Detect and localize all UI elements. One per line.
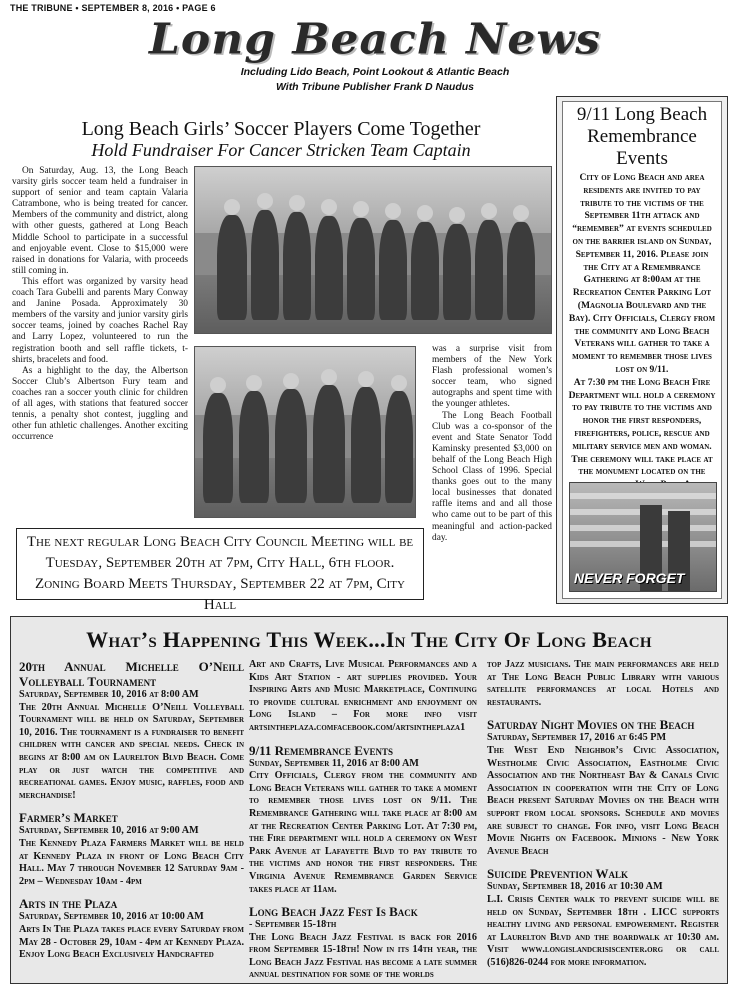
event-title: 20th Annual Michelle O’Neill Volleyball Tournament <box>19 659 244 689</box>
lead-column-2 <box>432 344 552 604</box>
masthead-subtitle-2: With Tribune Publisher Frank D Naudus <box>275 81 475 93</box>
lead-subhead: Hold Fundraiser For Cancer Stricken Team Captain <box>91 140 471 160</box>
event-date: Sunday, September 11, 2016 at 8:00 AM <box>249 757 419 769</box>
event-title: Farmer’s Market <box>19 810 118 826</box>
never-forget-text: NEVER FORGET <box>574 570 685 586</box>
council-meeting-line: The next regular Long Beach City Council Meeting will be Tuesday, September 20th at 7pm, City Hall, 6th floor. <box>26 534 414 571</box>
lead-paragraph: was a surprise visit from members of the New York Flash professional women’s soccer team, who signed autographs and spent time with the younger athletes. <box>432 344 552 410</box>
lead-column-1 <box>12 166 188 522</box>
council-meeting-notice <box>16 528 424 613</box>
events-column-1 <box>19 659 244 962</box>
event-body: Art and Crafts, Live Musical Performances and a Kids Art Station - art supplies provided. Your Inspiring Arts and Music Marketplace, Continuing to provide cultural enrichment and enjoyment on Long Island – For more info visit artsintheplaza.comfacebook.com/artsintheplaza1 <box>249 659 477 733</box>
whats-happening-title: What’s Happening This Week...In The City Of Long Beach <box>86 627 652 652</box>
lead-headline: Long Beach Girls’ Soccer Players Come Together <box>81 118 481 140</box>
event-date: Saturday, September 10, 2016 at 10:00 AM <box>19 911 204 923</box>
lead-paragraph: As a highlight to the day, the Albertson Soccer Club’s Albertson Fury team and coaches ran a soccer youth clinic for children of all ages, with stations that featured soccer tennis, a penalty shot contest, juggling and other fun athletic challenges. Another exciting occurrence <box>12 365 188 443</box>
event-body: L.I. Crisis Center walk to prevent suicide will be held on Sunday, September 18th . LICC supports healthy living and personal empowerment. Register at Laurelton Blvd and the boardwalk at 10:30 am. Visit www.longislandcrisiscenter.org or call (516)826-0244 for more information. <box>487 893 719 968</box>
event-body: The West End Neighbor’s Civic Association, Westholme Civic Association, Eastholme Civic Association and the Northeast Bay & Canals Civic Association in cooperation with the City of Long Beach present Saturday Movies on the Beach with support from local sponsors. Schedule and movies are subject to change. For info, visit Long Beach Movie Nights on Facebook. Minions - New York Avenue Beach <box>487 744 719 857</box>
sidebar-paragraph: At 7:30 pm the Long Beach Fire Department will hold a ceremony to pay tribute to the victims and honor the first responders, firefighters, police, rescue and military service men and woman. The ceremony will take place at the monument located on the <box>568 376 716 478</box>
events-column-2 <box>249 659 477 982</box>
lead-paragraph: The Long Beach Football Club was a co-sponsor of the event and State Senator Todd Kaminsky presented $3,000 on behalf of the Long Beach High School Class of 1996. Special thanks goes out to the many local businesses that donated raffle items and and all those who came out to be part of this meaningful and action-packed day. <box>432 410 552 543</box>
event-body: Arts In The Plaza takes place every Saturday from May 28 - October 29, 10am - 4pm at Kennedy Plaza. Enjoy Long Beach Exclusively Handcrafted <box>19 923 244 961</box>
event-body: City Officials, Clergy from the community and Long Beach Veterans will gather to take a moment to remember those lives lost on 9/11. The Remembrance Gathering will take place at 8:00 am at the Recreation Center Parking Lot. At 7:30 pm, the Fire department will hold a ceremony on West Park Avenue at Lafayette Blvd to pay tribute to the victims and honor the first responders. The Virginia Avenue Remembrance Garden Service takes place at 11am. <box>249 770 477 895</box>
check-presentation-photo <box>194 346 416 518</box>
masthead <box>140 16 610 94</box>
event-date: Sunday, September 18, 2016 at 10:30 AM <box>487 881 663 893</box>
event-body: The Long Beach Jazz Festival is back for 2016 from September 15-18th! Now in its 14th year, the Long Beach Jazz Festival has become a late summer annual destination for some of the worlds <box>249 931 477 981</box>
event-title: Long Beach Jazz Fest Is Back <box>249 904 418 920</box>
event-body: The 20th Annual Michelle O’Neill Volleyball Tournament will be held on Saturday, September 10, 2016. The tournament is a fundraiser to benefit children with cancer and special needs. Check in begins at 8:00 am on Laurelton Blvd Beach. Come play or just watch the competitive and recreational games. Enjoy music, raffles, food and merchandise! <box>19 701 244 801</box>
never-forget-image <box>569 482 717 592</box>
events-column-3 <box>487 659 719 969</box>
sidebar-title: 9/11 Long Beach Remembrance Events <box>576 104 708 169</box>
lead-paragraph: This effort was organized by varsity head coach Tara Gubelli and parents Mary Conway and Janine Posada. Approximately 30 members of the varsity and junior varsity girls soccer teams, joined by coaches Rachel Ray and Larry Lopez, volunteered to run the registration booth and sell raffle tickets, t-shirts, bracelets and food. <box>12 276 188 365</box>
sidebar-paragraph: City of Long Beach and area residents are invited to pay tribute to the victims of the September 11th attack and “remember” at events scheduled on the barrier island on Sunday, September 11, 2016. Please join the City at a Remembrance Gathering at 8:00am at the Recreation Center Parking Lot (Magnolia Boulevard and the Bay). City Officials, Clergy from the community and Long Beach Veterans will gather to take a moment to remember those lives lost on 9/11. <box>568 172 716 375</box>
event-body: The Kennedy Plaza Farmers Market will be held at Kennedy Plaza in front of Long Beach City Hall. May 7 through November 12 Saturday 9am - 2pm – Wednesday 10am - 4pm <box>19 837 244 887</box>
event-body: top Jazz musicians. The main performances are held at The Long Beach Public Library with various satellite performances at local Hotels and restaurants. <box>487 659 719 708</box>
masthead-title: Long Beach News <box>148 15 601 64</box>
lead-headline-block <box>10 118 552 160</box>
event-title: Suicide Prevention Walk <box>487 866 628 882</box>
event-title: Arts in the Plaza <box>19 896 118 912</box>
event-title: Saturday Night Movies on the Beach <box>487 717 695 733</box>
event-date: Saturday, September 10, 2016 at 8:00 AM <box>19 689 199 700</box>
sidebar-body <box>568 172 716 505</box>
team-photo <box>194 166 552 334</box>
event-title: 9/11 Remembrance Events <box>249 742 393 758</box>
event-date: Saturday, September 17, 2016 at 6:45 PM <box>487 732 667 744</box>
event-date: Saturday, September 10, 2016 at 9:00 AM <box>19 825 199 837</box>
masthead-subtitle-1: Including Lido Beach, Point Lookout & Atlantic Beach <box>240 66 510 78</box>
whats-happening-section <box>10 616 728 984</box>
zoning-board-line: Zoning Board Meets Thursday, September 22 at 7pm, City Hall <box>35 576 405 613</box>
page-header: THE TRIBUNE • SEPTEMBER 8, 2016 • PAGE 6 <box>10 3 216 13</box>
lead-paragraph: On Saturday, Aug. 13, the Long Beach varsity girls soccer team held a fundraiser in support of senior and team captain Valaria Catrambone, who is being treated for cancer. Members of the community and district, along with other guests, gathered at Long Beach Middle School to participate in a successful and enjoyable event. Close to $15,000 were raised in donations for Valaria, with proceeds still coming in. <box>12 166 188 276</box>
remembrance-sidebar <box>556 96 728 604</box>
event-date: - September 15-18th <box>249 919 337 931</box>
